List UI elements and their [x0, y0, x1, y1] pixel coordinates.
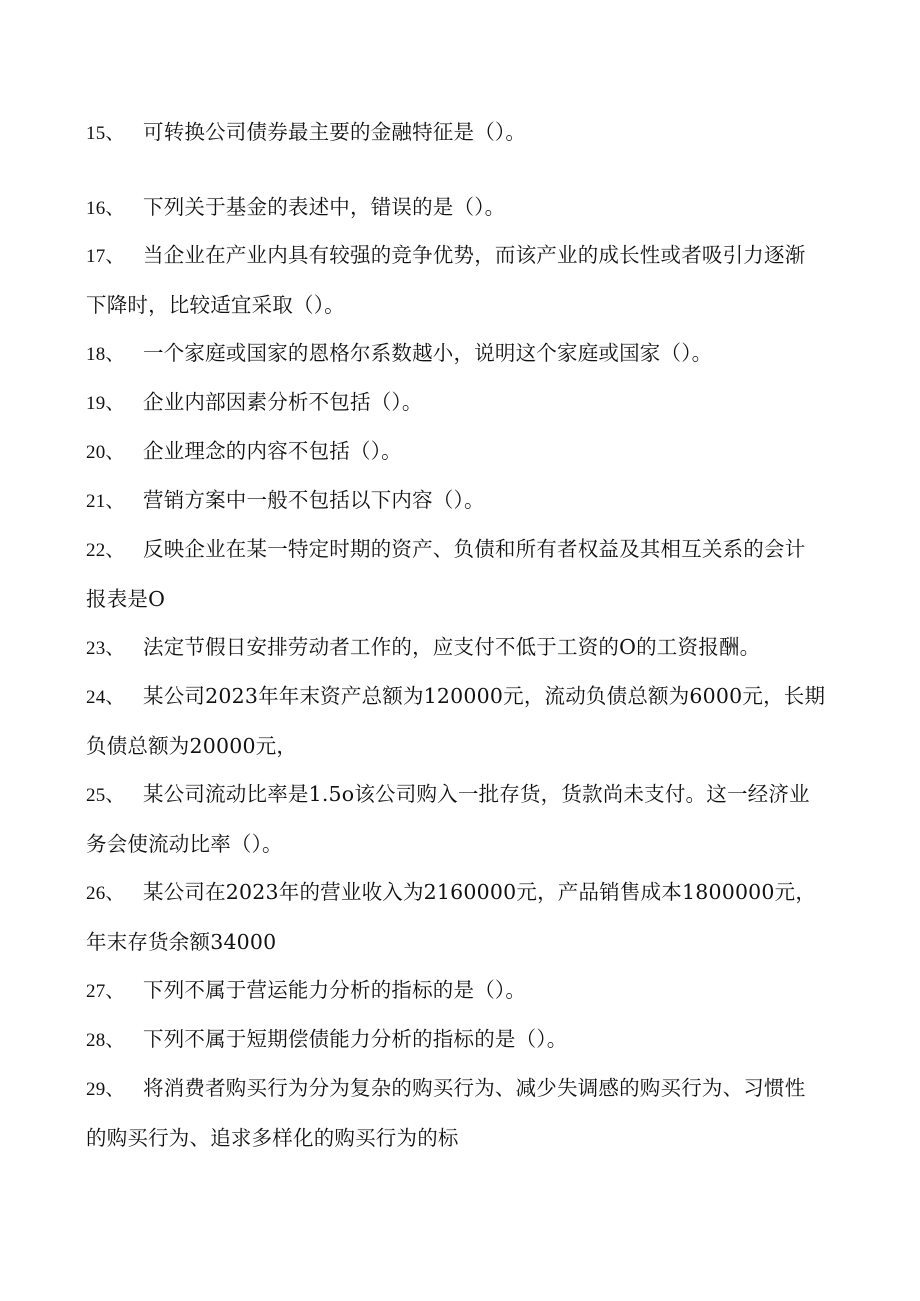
question-number: 23、 [86, 638, 125, 659]
question-text: 下列不属于短期偿债能力分析的指标的是（）。 [143, 1027, 568, 1051]
question-text: 营销方案中一般不包括以下内容（）。 [143, 488, 485, 512]
question-20 [86, 427, 826, 477]
question-number: 22、 [86, 540, 125, 561]
question-text: 可转换公司债券最主要的金融特征是（）。 [143, 120, 527, 144]
question-text: 一个家庭或国家的恩格尔系数越小，说明这个家庭或国家（）。 [143, 341, 713, 365]
question-number: 24、 [86, 687, 125, 708]
question-number: 18、 [86, 344, 125, 365]
question-19 [86, 378, 826, 428]
question-number: 25、 [86, 785, 125, 806]
question-text: 下列不属于营运能力分析的指标的是（）。 [143, 978, 527, 1002]
question-number: 28、 [86, 1030, 125, 1051]
question-text: 当企业在产业内具有较强的竞争优势，而该产业的成长性或者吸引力逐渐下降时，比较适宜采取（）。 [86, 243, 806, 317]
question-16 [86, 183, 826, 233]
question-text: 某公司2023年年末资产总额为120000元，流动负债总额为6000元，长期负债总额为20000元， [86, 684, 826, 758]
question-text: 法定节假日安排劳动者工作的，应支付不低于工资的O的工资报酬。 [143, 635, 761, 659]
question-text: 将消费者购买行为分为复杂的购买行为、减少失调感的购买行为、习惯性的购买行为、追求多样化的购买行为的标 [86, 1076, 806, 1150]
question-text: 反映企业在某一特定时期的资产、负债和所有者权益及其相互关系的会计报表是O [86, 537, 806, 611]
question-29 [86, 1064, 826, 1163]
question-21 [86, 476, 826, 526]
question-15 [86, 108, 826, 158]
question-22 [86, 525, 826, 624]
question-18 [86, 329, 826, 379]
question-number: 15、 [86, 123, 125, 144]
question-number: 17、 [86, 246, 125, 267]
question-number: 21、 [86, 491, 125, 512]
question-25 [86, 770, 826, 869]
question-27 [86, 966, 826, 1016]
question-28 [86, 1015, 826, 1065]
question-number: 27、 [86, 981, 125, 1002]
question-17 [86, 231, 826, 330]
question-number: 16、 [86, 198, 125, 219]
question-text: 企业内部因素分析不包括（）。 [143, 390, 423, 414]
question-number: 29、 [86, 1079, 125, 1100]
question-text: 企业理念的内容不包括（）。 [143, 439, 402, 463]
question-26 [86, 868, 826, 967]
question-text: 某公司在2023年的营业收入为2160000元，产品销售成本1800000元，年末存货余额34000 [86, 880, 817, 954]
question-number: 20、 [86, 442, 125, 463]
question-number: 19、 [86, 393, 125, 414]
question-24 [86, 672, 826, 771]
question-text: 下列关于基金的表述中，错误的是（）。 [143, 195, 506, 219]
question-text: 某公司流动比率是1.5o该公司购入一批存货，货款尚未支付。这一经济业务会使流动比率（）。 [86, 782, 810, 856]
question-number: 26、 [86, 883, 125, 904]
question-23 [86, 623, 826, 673]
